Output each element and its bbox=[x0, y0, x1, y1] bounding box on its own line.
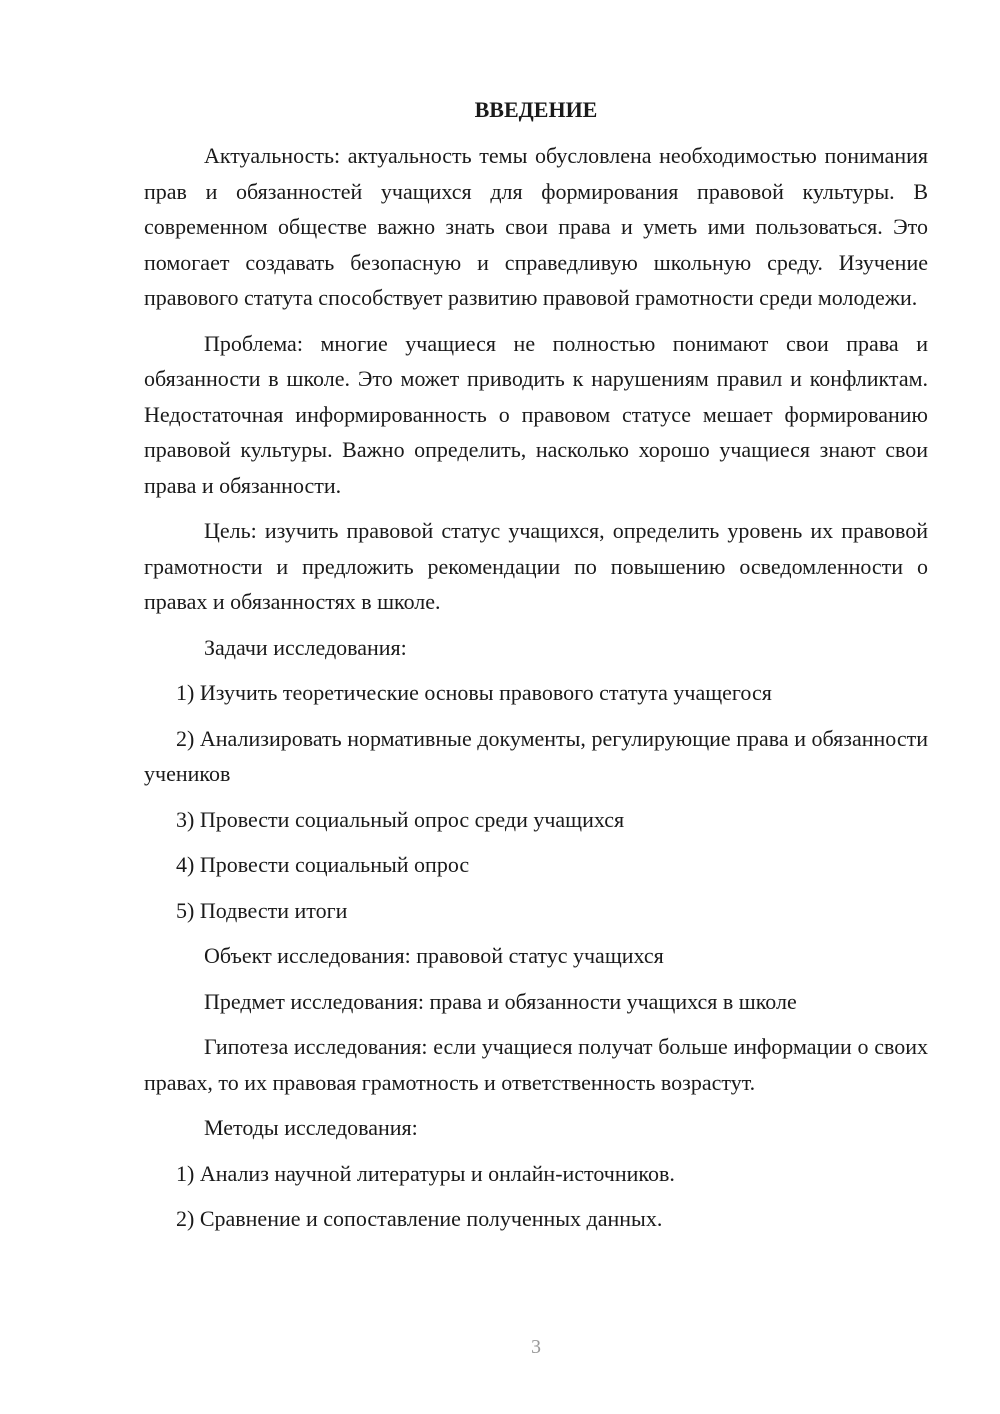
problem-paragraph: Проблема: многие учащиеся не полностью понимают свои права и обязанности в школе. Это может приводить к нарушениям правил и конфликтам. Недостаточная информированность о правовом статусе мешает формированию правовой культуры. Важно определить, насколько хорошо учащиеся знают свои права и обязанности. bbox=[144, 330, 928, 498]
task-item: 4) Провести социальный опрос bbox=[176, 852, 470, 877]
hypothesis-paragraph: Гипотеза исследования: если учащиеся получат больше информации о своих правах, то их правовая грамотность и ответственность возрастут. bbox=[144, 1034, 928, 1095]
subject-paragraph: Предмет исследования: права и обязанности учащихся в школе bbox=[204, 988, 797, 1014]
page-title: ВВЕДЕНИЕ bbox=[474, 97, 598, 122]
task-item: 5) Подвести итоги bbox=[176, 897, 348, 923]
methods-heading: Методы исследования: bbox=[204, 1115, 418, 1140]
task-item: 1) Изучить теоретические основы правового статута учащегося bbox=[176, 680, 772, 705]
page-number: 3 bbox=[531, 1336, 541, 1358]
object-paragraph: Объект исследования: правовой статус учащихся bbox=[204, 943, 664, 968]
method-item: 1) Анализ научной литературы и онлайн-источников. bbox=[176, 1160, 675, 1186]
task-item: 3) Провести социальный опрос среди учащихся bbox=[176, 806, 625, 832]
goal-paragraph: Цель: изучить правовой статус учащихся, определить уровень их правовой грамотности и предложить рекомендации по повышению осведомленности о правах и обязанностях в школе. bbox=[144, 518, 928, 614]
method-item: 2) Сравнение и сопоставление полученных данных. bbox=[176, 1206, 663, 1231]
relevance-paragraph: Актуальность: актуальность темы обусловлена необходимостью понимания прав и обязанностей учащихся для формирования правовой культуры. В современном обществе важно знать свои права и уметь ими пользоваться. Это помогает создавать безопасную и справедливую школьную среду. Изучение правового статута способствует развитию правовой грамотности среди молодежи. bbox=[144, 143, 928, 310]
task-item: 2) Анализировать нормативные документы, регулирующие права и обязанности учеников bbox=[144, 725, 928, 786]
page-content bbox=[144, 92, 928, 1247]
tasks-heading: Задачи исследования: bbox=[204, 634, 407, 660]
